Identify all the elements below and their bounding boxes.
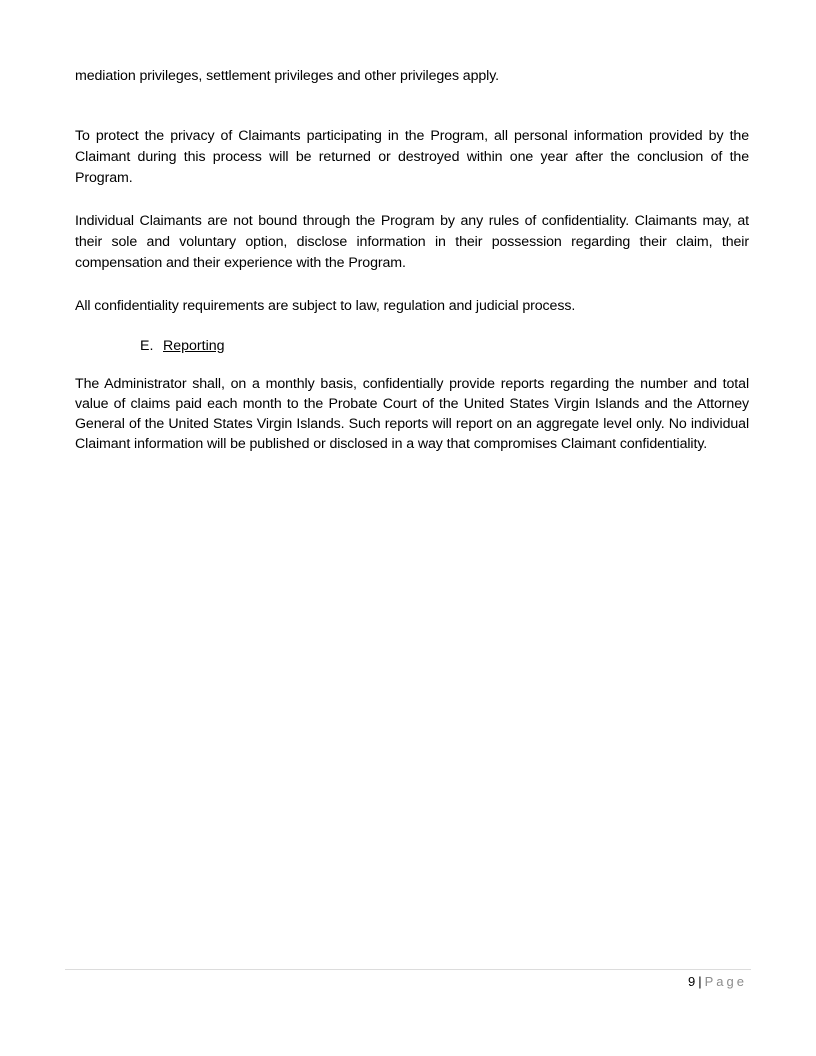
- page-label: Page: [704, 974, 747, 989]
- page-footer: [688, 972, 747, 992]
- footer-divider: [65, 969, 751, 970]
- paragraph-mediation-privileges: mediation privileges, settlement privileges and other privileges apply.: [75, 68, 500, 84]
- section-letter: E.: [140, 338, 154, 354]
- paragraph-individual-claimants: Individual Claimants are not bound through the Program by any rules of confidentiality. Claimants may, at their sole and voluntary option, disclose information in their possession regarding their claim, their compensation and their experience with the Program.: [75, 213, 749, 271]
- section-heading: [140, 336, 225, 356]
- page-number: 9: [688, 974, 696, 989]
- paragraph-reporting: The Administrator shall, on a monthly basis, confidentially provide reports regarding the number and total value of claims paid each month to the Probate Court of the United States Virgin Islands and the Attorney General of the United States Virgin Islands. Such reports will report on an aggregate level only. No individual Claimant information will be published or disclosed in a way that compromises Claimant confidentiality.: [75, 376, 749, 452]
- footer-separator: |: [698, 974, 702, 989]
- paragraph-confidentiality-requirements: All confidentiality requirements are subject to law, regulation and judicial process.: [75, 298, 576, 314]
- section-title: Reporting: [163, 338, 225, 354]
- paragraph-privacy: To protect the privacy of Claimants participating in the Program, all personal information provided by the Claimant during this process will be returned or destroyed within one year after the conclusion of the Program.: [75, 128, 749, 186]
